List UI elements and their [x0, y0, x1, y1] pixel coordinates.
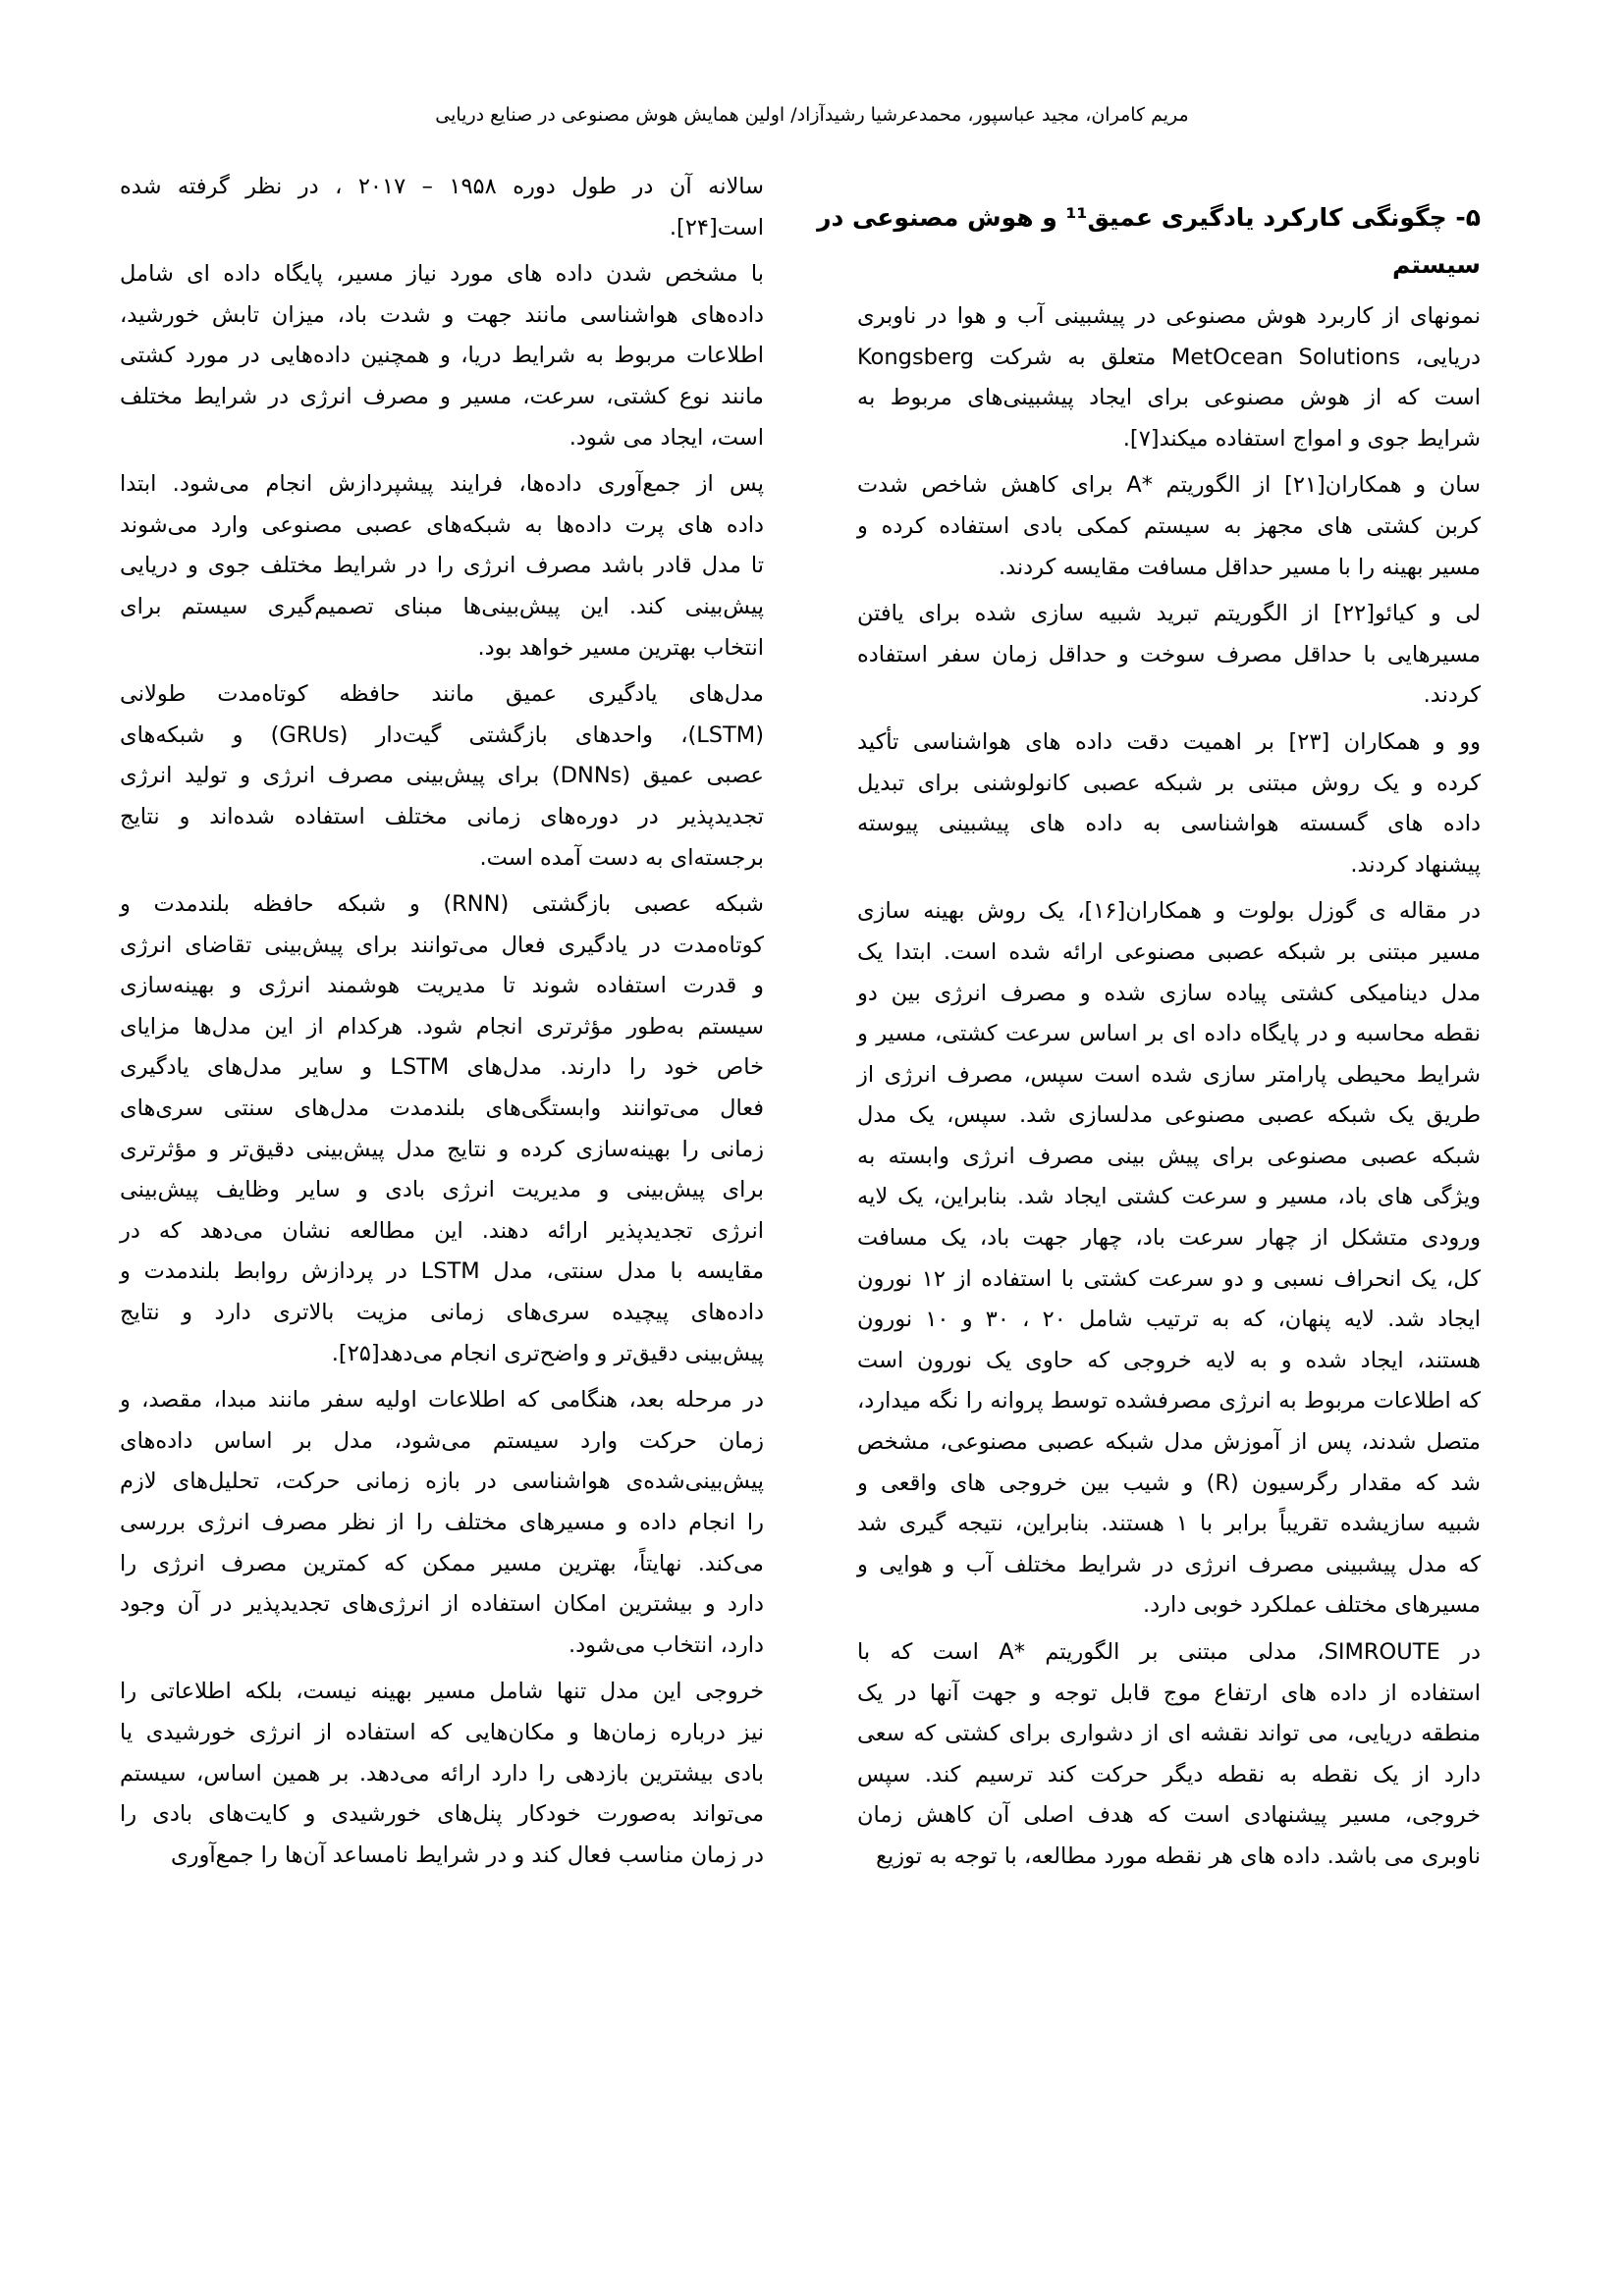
text-line: متصل شدند، پس از آموزش مدل شبکه عصبی مصنوعی، مشخص: [857, 1429, 1481, 1456]
paragraph: [857, 1632, 1481, 1878]
text-line: نیز درباره زمان‌ها و مکان‌هایی که استفاده از انرژی خورشیدی یا: [120, 1719, 764, 1745]
text-line: را انجام داده و مسیرهای مختلف را از نظر مصرف انرژی بررسی: [120, 1510, 764, 1535]
text-line: (LSTM)، واحدهای بازگشتی گیت‌دار (GRUs) و شبکه‌های: [120, 721, 764, 748]
text-line: مسیرهایی با حداقل مصرف سوخت و حداقل زمان سفر استفاده: [857, 641, 1481, 667]
text-line: مدل‌های یادگیری عمیق مانند حافظه کوتاه‌مدت طولانی: [120, 681, 764, 708]
text-line: می‌تواند به‌صورت خودکار پنل‌های خورشیدی و کایت‌های بادی را: [120, 1801, 764, 1828]
text-line: منطقه دریایی، می تواند نقشه ای از دشواری برای کشتی که سعی: [857, 1721, 1481, 1747]
text-line: ویژگی های باد، مسیر و سرعت کشتی ایجاد شد. بنابراین، یک لایه: [857, 1184, 1481, 1210]
text-line: خاص خود را دارند. مدل‌های LSTM و سایر مدل‌های یادگیری: [120, 1054, 764, 1081]
paragraph: [120, 1380, 764, 1666]
text-line: دارد، انتخاب می‌شود.: [568, 1631, 764, 1658]
text-line: خروجی این مدل تنها شامل مسیر بهینه نیست، بلکه اطلاعاتی را: [120, 1679, 764, 1705]
text-line: در SIMROUTE، مدلی مبتنی بر الگوریتم *A است که با: [857, 1639, 1481, 1665]
text-line: داده های پرت داده‌ها به شبکه‌های عصبی مصنوعی وارد می‌شوند: [120, 511, 764, 538]
left-column: [120, 167, 764, 1882]
text-line: فعال می‌توانند وابستگی‌های بلندمدت مدل‌های سنتی سری‌های: [120, 1095, 764, 1122]
text-line: تجدیدپذیر در دوره‌های زمانی مختلف استفاده شده‌اند و نتایج: [120, 803, 764, 829]
text-line: است[۲۴].: [669, 214, 764, 240]
text-line: است، ایجاد می شود.: [568, 424, 764, 451]
text-line: کل، یک انحراف نسبی و دو سرعت کشتی با استفاده از ۱۲ نورون: [857, 1265, 1482, 1292]
text-line: در مرحله بعد، هنگامی که اطلاعات اولیه سفر مانند مبدا، مقصد، و: [120, 1387, 764, 1414]
text-line: شرایط جوی و امواج استفاده میکند[۷].: [1122, 425, 1481, 452]
text-line: کربن کشتی های مجهز به سیستم کمکی بادی استفاده کرده و: [857, 512, 1481, 539]
text-line: مدل دینامیکی کشتی پیاده سازی شده و مصرف انرژی بین دو: [857, 980, 1481, 1006]
text-line: و قدرت استفاده شوند تا مدیریت هوشمند انرژی و بهینه‌سازی: [120, 973, 764, 999]
text-line: خروجی، مسیر پیشنهادی است که هدف اصلی آن کاهش زمان: [857, 1802, 1481, 1829]
text-line: داده های گسسته هواشناسی به داده های پیشبینی پیوسته: [857, 811, 1481, 837]
paragraph: [120, 1672, 764, 1876]
text-line: داده‌های هواشناسی مانند جهت و شدت باد، میزان تابش خورشید،: [120, 301, 764, 328]
text-line: کردند.: [1423, 682, 1481, 709]
text-line: بادی بیشترین بازدهی را دارد ارائه می‌دهد. بر همین اساس، سیستم: [120, 1760, 764, 1787]
left-paragraphs: [120, 167, 764, 1876]
text-line: نمونهای از کاربرد هوش مصنوعی در پیشبینی آب و هوا در ناوبری: [857, 303, 1481, 329]
text-line: می‌کند. نهایتاً، بهترین مسیر ممکن که کمترین مصرف انرژی را: [120, 1550, 764, 1576]
text-line: که مدل پیشبینی مصرف انرژی در شرایط مختلف آب و هوایی و: [857, 1551, 1481, 1577]
text-line: در زمان مناسب فعال کند و در شرایط نامساعد آن‌ها را جمع‌آوری: [171, 1842, 764, 1868]
text-line: پیشنهاد کردند.: [1350, 851, 1481, 878]
paragraph: [857, 891, 1481, 1627]
text-line: سان و همکاران[۲۱] از الگوریتم *A برای کاهش شاخص شدت: [857, 472, 1482, 499]
text-line: برای پیش‌بینی و مدیریت انرژی بادی و سایر وظایف پیش‌بینی: [120, 1177, 764, 1203]
text-line: لی و کیائو[۲۲] از الگوریتم تبرید شبیه سازی شده برای یافتن: [857, 601, 1481, 627]
text-line: انتخاب بهترین مسیر خواهد بود.: [477, 634, 764, 661]
text-line: پیش‌بینی دقیق‌تر و واضح‌تری انجام می‌دهد[۲۵].: [331, 1340, 764, 1366]
text-line: سیستم به‌طور مؤثرتری انجام شود. هرکدام از این مدل‌ها مزایای: [120, 1013, 764, 1040]
paragraph: [857, 722, 1481, 885]
text-line: کرده و یک روش مبتنی بر شبکه عصبی کانولوشنی برای تبدیل: [857, 770, 1481, 796]
text-line: ناوبری می باشد. داده های هر نقطه مورد مطالعه، با توجه به توزیع: [876, 1842, 1481, 1869]
text-line: طریق یک شبکه عصبی مصنوعی مدلسازی شد. سپس، یک مدل: [857, 1102, 1481, 1129]
text-line: مسیر مبتنی بر شبکه عصبی مصنوعی ارائه شده است. ابتدا یک: [857, 938, 1481, 965]
text-line: شبکه عصبی بازگشتی (RNN) و شبکه حافظه بلندمدت و: [120, 891, 764, 918]
section-heading: [817, 194, 1481, 289]
text-line: دارد از یک نقطه به نقطه دیگر حرکت کند ترسیم کند. سپس: [857, 1761, 1481, 1788]
text-line: نقطه محاسبه و در پایگاه داده ای بر اساس سرعت کشتی، مسیر و: [857, 1021, 1481, 1047]
text-line: کوتاه‌مدت در یادگیری فعال می‌توانند برای پیش‌بینی تقاضای انرژی: [120, 932, 764, 958]
paragraph: [120, 167, 764, 248]
paragraph: [857, 296, 1481, 459]
text-line: مانند نوع کشتی، سرعت، مسیر و مصرف انرژی در شرایط مختلف: [120, 383, 764, 409]
text-line: شبیه سازیشده تقریباً برابر با ۱ هستند. بنابراین، نتیجه گیری شد: [857, 1511, 1481, 1537]
text-line: مقایسه با مدل سنتی، مدل LSTM در پردازش روابط بلندمدت و: [120, 1258, 765, 1285]
text-line: زمانی را بهینه‌سازی کرده و نتایج مدل پیش‌بینی دقیق‌تر و مؤثرتری: [120, 1136, 764, 1162]
paragraph: [120, 254, 764, 458]
text-line: شد که مقدار رگرسیون (R) و شیب بین خروجی های واقعی و: [857, 1469, 1482, 1496]
right-column: [817, 165, 1482, 1884]
text-line: مسیرهای مختلف عملکرد خوبی دارد.: [1143, 1592, 1481, 1619]
heading-line: ۵- چگونگی کارکرد یادگیری عمیق¹¹ و هوش مصنوعی در: [817, 203, 1481, 232]
text-line: است که از هوش مصنوعی برای ایجاد پیشبینی‌های مربوط به: [857, 385, 1481, 411]
text-line: پیش‌بینی کند. این پیش‌بینی‌ها مبنای تصمیم‌گیری سیستم برای: [120, 593, 764, 619]
text-line: مسیر بهینه را با مسیر حداقل مسافت مقایسه کردند.: [998, 554, 1481, 580]
paragraph: [120, 464, 764, 668]
text-line: ورودی متشکل از چهار سرعت باد، چهار جهت باد، یک مسافت: [857, 1225, 1481, 1252]
text-line: پس از جمع‌آوری داده‌ها، فرایند پیشپردازش انجام می‌شود. ابتدا: [120, 471, 764, 498]
text-line: شبکه عصبی مصنوعی برای پیش بینی مصرف انرژی وابسته به: [857, 1143, 1481, 1169]
text-line: شرایط محیطی پارامتر سازی شده است سپس، مصرف انرژی از: [857, 1061, 1481, 1088]
text-line: در مقاله ی گوزل بولوت و همکاران[۱۶]، یک روش بهینه سازی: [857, 898, 1481, 925]
text-line: که اطلاعات مربوط به انرژی مصرفشده توسط پروانه را نگه میدارد،: [857, 1388, 1481, 1415]
text-line: وو و همکاران [۲۳] بر اهمیت دقت داده های هواشناسی تأکید: [857, 728, 1481, 755]
right-paragraphs: [857, 296, 1481, 1878]
paragraph: [120, 884, 764, 1374]
paragraph: [857, 465, 1481, 588]
text-line: دریایی، MetOcean Solutions متعلق به شرکت Kongsberg: [857, 344, 1481, 370]
text-line: ایجاد شد. لایه پنهان، که به ترتیب شامل ۲۰ ، ۳۰ و ۱۰ نورون: [857, 1307, 1482, 1333]
text-line: داده‌های پیچیده سری‌های زمانی مزیت بالاتری دارد و نتایج: [120, 1300, 764, 1326]
text-line: اطلاعات مربوط به شرایط دریا، و همچنین داده‌هایی در مورد کشتی: [120, 343, 764, 369]
running-header: مریم کامران، مجید عباسپور، محمدعرشیا رشیدآزاد/ اولین همایش هوش مصنوعی در صنایع دریایی: [435, 104, 1189, 126]
text-line: با مشخص شدن داده های مورد نیاز مسیر، پایگاه داده ای شامل: [120, 261, 764, 288]
text-line: استفاده از داده های ارتفاع موج قابل توجه و جهت آنها در یک: [857, 1680, 1481, 1706]
text-line: عصبی عمیق (DNNs) برای پیش‌بینی مصرف انرژی و تولید انرژی: [120, 763, 764, 789]
paragraph: [120, 674, 764, 879]
text-line: پیش‌بینی‌شده‌ی هواشناسی در بازه زمانی حرکت، تحلیل‌های لازم: [120, 1468, 764, 1495]
text-line: هستند، ایجاد شده و به لایه خروجی که حاوی یک نورون است: [857, 1347, 1481, 1373]
paragraph: [857, 594, 1481, 717]
text-line: برجسته‌ای به دست آمده است.: [479, 844, 764, 871]
text-line: تا مدل قادر باشد مصرف انرژی را در شرایط مختلف جوی و دریایی: [120, 553, 764, 579]
text-line: انرژی تجدیدپذیر ارائه دهند. این مطالعه نشان می‌دهد که در: [120, 1217, 764, 1244]
heading-line: سیستم: [1391, 250, 1481, 279]
text-line: زمان حرکت وارد سیستم می‌شود، مدل بر اساس داده‌های: [120, 1427, 764, 1454]
text-line: دارد و بیشترین امکان استفاده از انرژی‌های تجدیدپذیر در آن وجود: [120, 1591, 764, 1618]
text-line: سالانه آن در طول دوره ۱۹۵۸ – ۲۰۱۷ ، در نظر گرفته شده: [120, 174, 765, 199]
